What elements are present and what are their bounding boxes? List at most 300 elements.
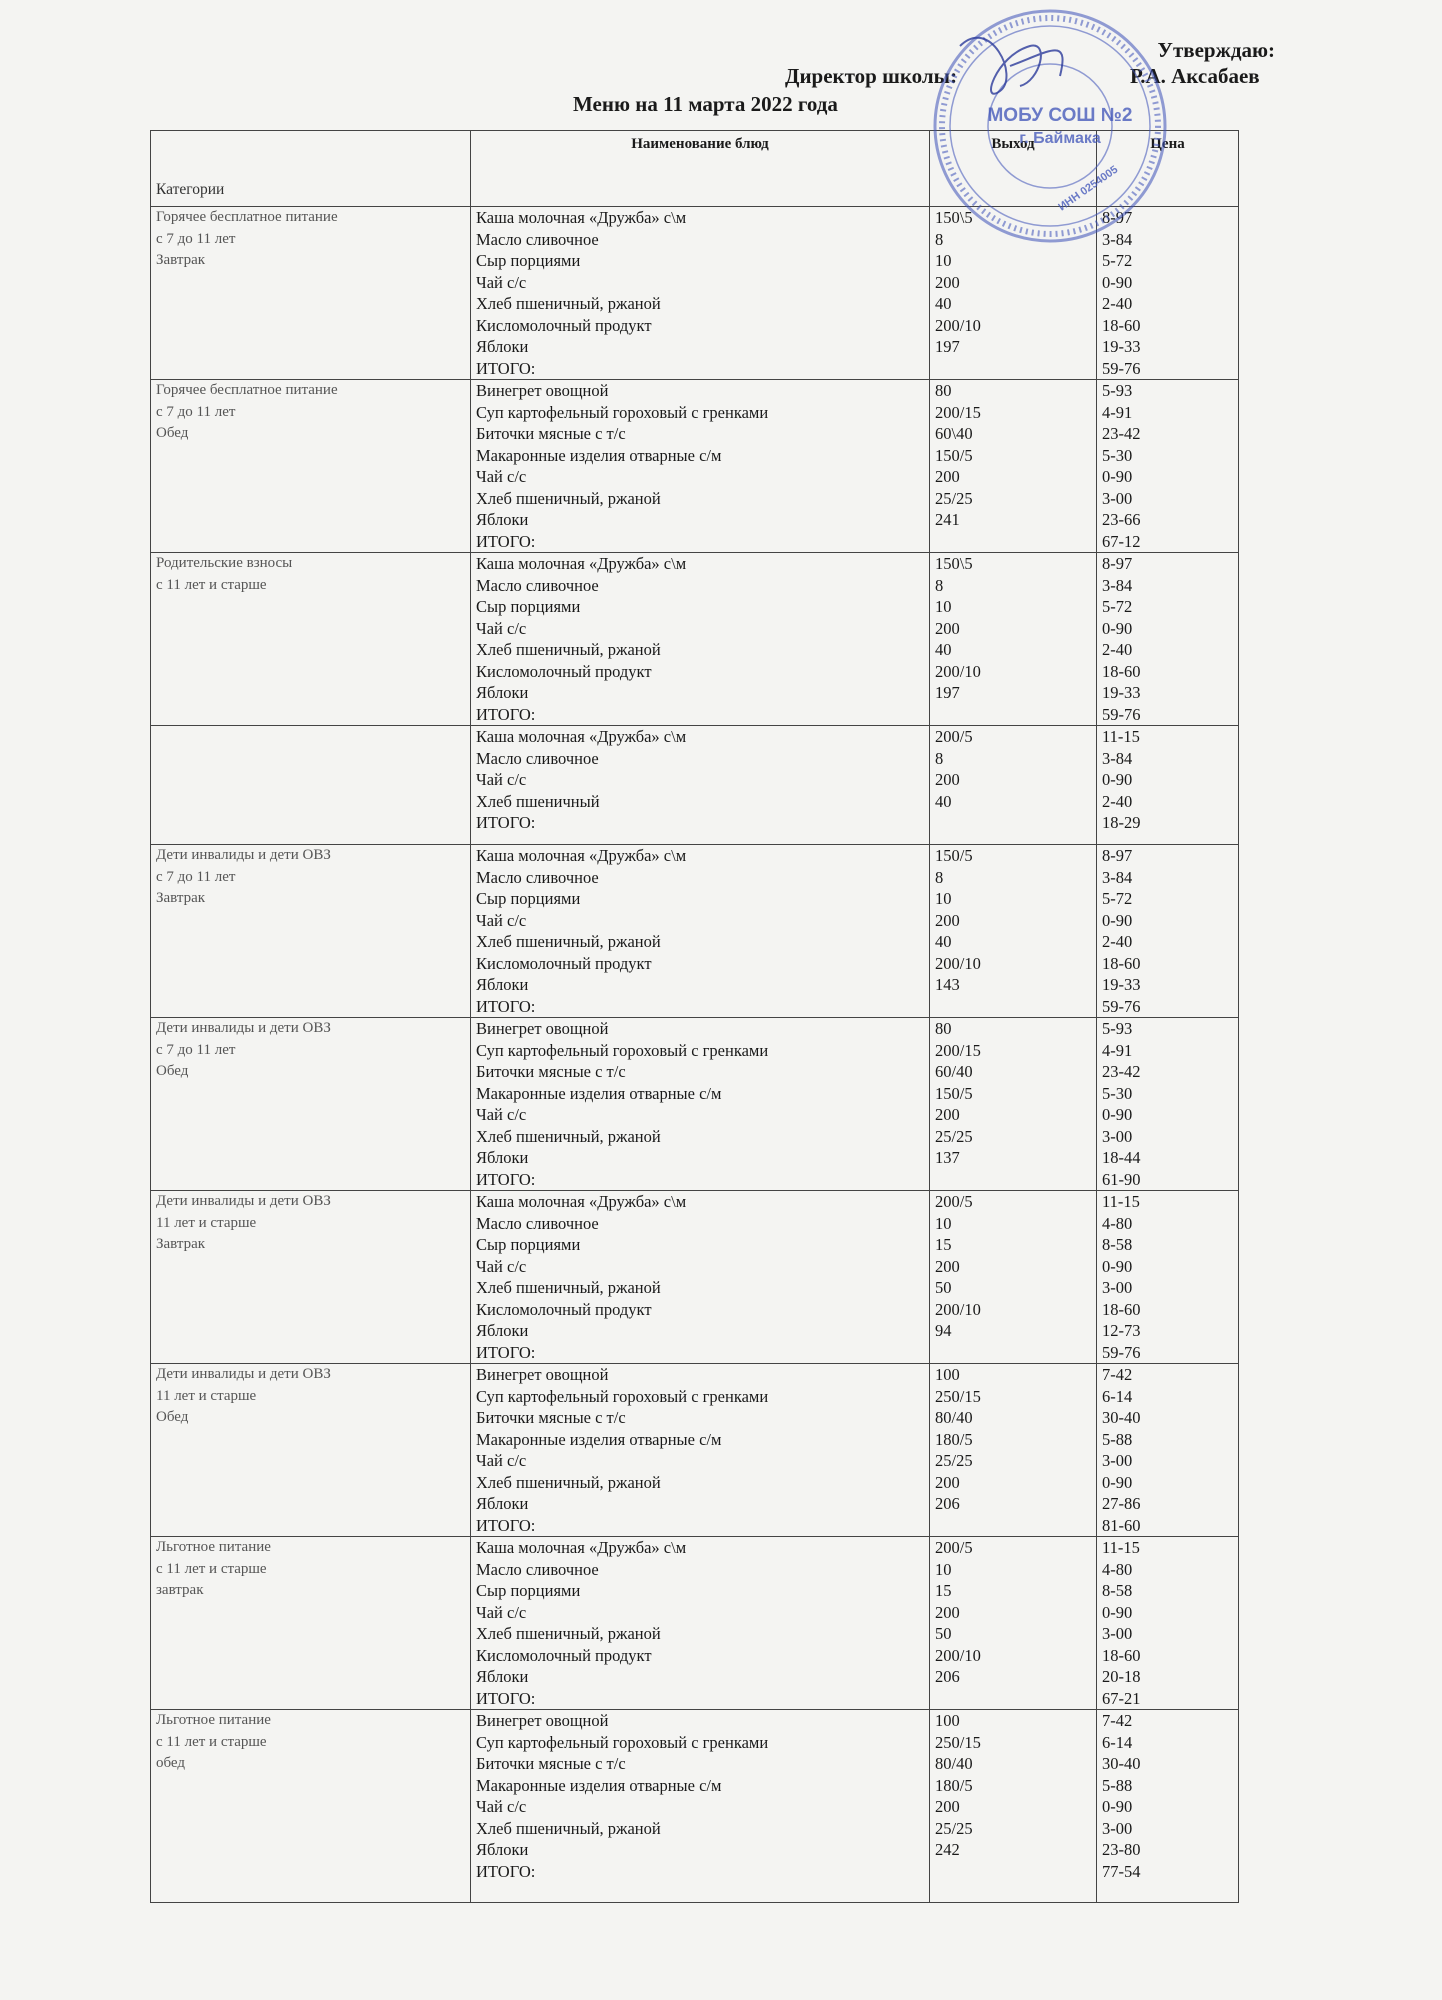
dish-line: Кисломолочный продукт <box>476 1645 652 1665</box>
price-line: 5-88 <box>1102 1775 1133 1795</box>
dish-line: Винегрет овощной <box>476 1019 609 1038</box>
table-row <box>151 726 1239 845</box>
price-line: 18-60 <box>1102 315 1141 335</box>
dish-line: Сыр порциями <box>476 597 581 616</box>
price-line: 61-90 <box>1102 1169 1141 1189</box>
category-cell <box>151 1710 471 1903</box>
yield-line: 200 <box>935 467 960 486</box>
price-line: 18-60 <box>1102 1645 1141 1665</box>
dish-line: ИТОГО: <box>476 1515 536 1535</box>
table-row <box>151 1364 1239 1537</box>
dish-line: Чай с/с <box>476 1105 527 1124</box>
dish-cell <box>471 726 930 845</box>
price-line: 23-42 <box>1102 1062 1141 1081</box>
price-line: 3-00 <box>1102 1818 1133 1838</box>
category-line: с 7 до 11 лет <box>156 868 236 885</box>
category-line: завтрак <box>156 1582 204 1598</box>
price-cell <box>1097 726 1239 845</box>
yield-line: 197 <box>935 337 960 356</box>
yield-line: 15 <box>935 1581 952 1600</box>
director-label: Директор школы: <box>785 64 958 88</box>
category-cell <box>151 380 471 553</box>
yield-line: 8 <box>935 575 944 595</box>
price-line: 67-21 <box>1102 1688 1141 1708</box>
yield-line: 180/5 <box>935 1429 973 1449</box>
dish-line: Биточки мясные с т/с <box>476 1408 626 1427</box>
dish-line: ИТОГО: <box>476 1688 536 1708</box>
price-line: 18-60 <box>1102 661 1141 681</box>
price-line: 4-80 <box>1102 1213 1133 1233</box>
price-line: 3-84 <box>1102 867 1133 887</box>
price-line: 8-97 <box>1102 846 1133 865</box>
dish-line: Яблоки <box>476 1148 529 1167</box>
dish-line: Каша молочная «Дружба» с\м <box>476 554 687 573</box>
yield-cell <box>930 726 1097 845</box>
yield-line: 200/10 <box>935 953 981 973</box>
yield-line <box>935 531 1091 553</box>
yield-line <box>935 1688 1091 1710</box>
yield-line: 200/10 <box>935 315 981 335</box>
yield-cell <box>930 845 1097 1018</box>
category-line: Дети инвалиды и дети ОВЗ <box>156 1020 331 1036</box>
page-title: Меню на 11 марта 2022 года <box>573 92 838 116</box>
category-line: Родительские взносы <box>156 555 293 571</box>
dish-line: Биточки мясные с т/с <box>476 424 626 443</box>
dish-cell <box>471 207 930 380</box>
dish-line: Макаронные изделия отварные с/м <box>476 1429 722 1449</box>
yield-line: 197 <box>935 683 960 702</box>
school-stamp <box>900 6 1200 256</box>
dish-line: Макаронные изделия отварные с/м <box>476 445 722 465</box>
category-cell <box>151 726 471 845</box>
dish-line: Суп картофельный гороховый с гренками <box>476 1386 769 1406</box>
dish-line: Яблоки <box>476 683 529 702</box>
category-cell <box>151 1018 471 1191</box>
price-line: 8-97 <box>1102 554 1133 573</box>
price-line: 4-91 <box>1102 1040 1133 1060</box>
yield-line: 10 <box>935 1559 952 1579</box>
category-line: Завтрак <box>156 252 206 268</box>
yield-line: 80 <box>935 1019 952 1038</box>
yield-line: 206 <box>935 1494 960 1513</box>
table-row <box>151 1191 1239 1364</box>
yield-line: 250/15 <box>935 1386 981 1406</box>
yield-line <box>935 1169 1091 1191</box>
dish-line: Масло сливочное <box>476 229 599 249</box>
dish-line: Яблоки <box>476 1321 529 1340</box>
price-line: 3-00 <box>1102 1278 1133 1297</box>
price-line: 0-90 <box>1102 910 1133 930</box>
dish-line: ИТОГО: <box>476 996 536 1016</box>
header-category: Категории <box>151 131 471 207</box>
price-line: 6-14 <box>1102 1386 1133 1406</box>
yield-cell <box>930 1018 1097 1191</box>
category-line: Обед <box>156 425 189 441</box>
table-row <box>151 845 1239 1018</box>
yield-line: 200/10 <box>935 1299 981 1319</box>
header-price: Цена <box>1097 131 1239 207</box>
price-cell <box>1097 380 1239 553</box>
price-line: 3-00 <box>1102 1624 1133 1643</box>
dish-line: Яблоки <box>476 975 529 994</box>
price-line: 4-80 <box>1102 1559 1133 1579</box>
category-line: Обед <box>156 1409 189 1425</box>
yield-line: 200 <box>935 272 960 292</box>
price-line: 81-60 <box>1102 1515 1141 1535</box>
dish-line: Каша молочная «Дружба» с\м <box>476 1192 687 1211</box>
price-line: 0-90 <box>1102 1797 1133 1816</box>
yield-line: 8 <box>935 748 944 768</box>
table-row <box>151 553 1239 726</box>
category-line: 11 лет и старше <box>156 1387 257 1404</box>
price-cell <box>1097 1537 1239 1710</box>
yield-line: 200/5 <box>935 727 973 746</box>
price-line: 27-86 <box>1102 1494 1141 1513</box>
category-line: с 7 до 11 лет <box>156 1041 236 1058</box>
price-line: 2-40 <box>1102 791 1133 811</box>
dish-line: ИТОГО: <box>476 531 536 551</box>
price-line: 2-40 <box>1102 640 1133 659</box>
yield-line: 40 <box>935 640 952 659</box>
dish-line: Хлеб пшеничный, ржаной <box>476 294 661 313</box>
price-line: 59-76 <box>1102 996 1141 1016</box>
dish-line: Чай с/с <box>476 1797 527 1816</box>
yield-line: 8 <box>935 867 944 887</box>
yield-line: 241 <box>935 510 960 529</box>
category-line: Дети инвалиды и дети ОВЗ <box>156 1366 331 1382</box>
dish-line: Масло сливочное <box>476 1213 599 1233</box>
category-line: с 11 лет и старше <box>156 576 267 593</box>
category-cell <box>151 553 471 726</box>
price-line: 11-15 <box>1102 1192 1140 1211</box>
price-line: 18-60 <box>1102 1299 1141 1319</box>
category-line: Завтрак <box>156 1236 206 1252</box>
yield-line: 40 <box>935 791 952 811</box>
price-line: 23-42 <box>1102 424 1141 443</box>
yield-line: 180/5 <box>935 1775 973 1795</box>
price-line: 6-14 <box>1102 1732 1133 1752</box>
price-line: 3-84 <box>1102 229 1133 249</box>
price-line: 19-33 <box>1102 975 1141 994</box>
price-line: 8-58 <box>1102 1581 1133 1600</box>
table-row <box>151 1018 1239 1191</box>
yield-cell <box>930 380 1097 553</box>
dish-line: Чай с/с <box>476 1256 527 1276</box>
yield-cell <box>930 1537 1097 1710</box>
category-cell <box>151 207 471 380</box>
dish-line: ИТОГО: <box>476 358 536 378</box>
dish-line: Яблоки <box>476 337 529 356</box>
dish-line: Биточки мясные с т/с <box>476 1754 626 1773</box>
yield-line: 200/15 <box>935 1040 981 1060</box>
yield-line: 200 <box>935 770 960 789</box>
dish-line: Масло сливочное <box>476 748 599 768</box>
price-line: 19-33 <box>1102 683 1141 702</box>
price-line: 3-84 <box>1102 748 1133 768</box>
price-line: 30-40 <box>1102 1754 1141 1773</box>
yield-cell <box>930 1364 1097 1537</box>
dish-line: Масло сливочное <box>476 1559 599 1579</box>
dish-cell <box>471 553 930 726</box>
dish-line: ИТОГО: <box>476 1342 536 1362</box>
price-cell <box>1097 1364 1239 1537</box>
yield-line <box>935 358 1091 380</box>
price-line: 18-44 <box>1102 1148 1141 1167</box>
price-line: 8-97 <box>1102 208 1133 227</box>
dish-line: Макаронные изделия отварные с/м <box>476 1775 722 1795</box>
menu-table <box>150 130 1239 1903</box>
yield-cell <box>930 1191 1097 1364</box>
approval-label: Утверждаю: <box>1157 38 1275 62</box>
yield-line: 10 <box>935 597 952 616</box>
dish-line: Чай с/с <box>476 910 527 930</box>
dish-line: ИТОГО: <box>476 813 536 832</box>
dish-line: Хлеб пшеничный, ржаной <box>476 932 661 951</box>
price-line: 59-76 <box>1102 358 1141 378</box>
dish-line: Яблоки <box>476 1494 529 1513</box>
dish-line: Каша молочная «Дружба» с\м <box>476 1538 687 1557</box>
yield-line: 200 <box>935 910 960 930</box>
yield-line: 40 <box>935 932 952 951</box>
stamp-line1: МОБУ СОШ №2 <box>987 105 1133 126</box>
price-line: 2-40 <box>1102 932 1133 951</box>
price-line: 59-76 <box>1102 1342 1141 1362</box>
dish-line: Каша молочная «Дружба» с\м <box>476 846 687 865</box>
yield-line: 200 <box>935 1256 960 1276</box>
dish-line: Кисломолочный продукт <box>476 1299 652 1319</box>
dish-cell <box>471 1710 930 1903</box>
yield-line: 60/40 <box>935 1062 973 1081</box>
yield-line <box>935 1515 1091 1537</box>
yield-line: 206 <box>935 1667 960 1686</box>
price-line: 3-00 <box>1102 1126 1133 1146</box>
dish-line: Хлеб пшеничный, ржаной <box>476 1818 661 1838</box>
yield-line: 150/5 <box>935 445 973 465</box>
price-line: 18-60 <box>1102 953 1141 973</box>
yield-line: 150\5 <box>935 208 973 227</box>
yield-cell <box>930 553 1097 726</box>
price-cell <box>1097 1710 1239 1903</box>
dish-line: Кисломолочный продукт <box>476 661 652 681</box>
dish-line: Хлеб пшеничный <box>476 791 600 811</box>
yield-line: 25/25 <box>935 1818 973 1838</box>
price-line: 3-00 <box>1102 488 1133 508</box>
yield-line: 10 <box>935 1213 952 1233</box>
yield-line: 100 <box>935 1365 960 1384</box>
price-line: 11-15 <box>1102 1538 1140 1557</box>
yield-line <box>935 996 1091 1018</box>
price-line: 12-73 <box>1102 1321 1141 1340</box>
price-line: 23-80 <box>1102 1840 1141 1859</box>
yield-line: 200/15 <box>935 402 981 422</box>
dish-line: Суп картофельный гороховый с гренками <box>476 1732 769 1752</box>
yield-line: 143 <box>935 975 960 994</box>
dish-line: Суп картофельный гороховый с гренками <box>476 402 769 422</box>
category-cell <box>151 845 471 1018</box>
dish-line: Яблоки <box>476 510 529 529</box>
yield-line: 200/5 <box>935 1192 973 1211</box>
dish-line: Чай с/с <box>476 770 527 789</box>
yield-line: 60\40 <box>935 424 973 443</box>
price-line: 0-90 <box>1102 770 1133 789</box>
category-line: с 11 лет и старше <box>156 1733 267 1750</box>
yield-line: 50 <box>935 1624 952 1643</box>
category-line: Дети инвалиды и дети ОВЗ <box>156 847 331 863</box>
yield-line: 150/5 <box>935 846 973 865</box>
category-line: Горячее бесплатное питание <box>156 209 338 225</box>
dish-line: Хлеб пшеничный, ржаной <box>476 640 661 659</box>
yield-line: 200/10 <box>935 1645 981 1665</box>
category-line: Горячее бесплатное питание <box>156 382 338 398</box>
dish-line: Масло сливочное <box>476 867 599 887</box>
price-line: 67-12 <box>1102 531 1141 551</box>
dish-line: Масло сливочное <box>476 575 599 595</box>
stamp-line2: г. Баймака <box>1019 130 1101 147</box>
dish-line: Каша молочная «Дружба» с\м <box>476 208 687 227</box>
yield-line: 150\5 <box>935 554 973 573</box>
header-dish: Наименование блюд <box>471 131 930 207</box>
yield-line: 94 <box>935 1321 952 1340</box>
price-line: 5-72 <box>1102 251 1133 270</box>
price-line: 19-33 <box>1102 337 1141 356</box>
category-line: Дети инвалиды и дети ОВЗ <box>156 1193 331 1209</box>
yield-line <box>935 812 1091 834</box>
yield-line: 137 <box>935 1148 960 1167</box>
category-line: с 11 лет и старше <box>156 1560 267 1577</box>
category-line: с 7 до 11 лет <box>156 403 236 420</box>
header-yield: Выход <box>930 131 1097 207</box>
price-line: 5-93 <box>1102 381 1133 400</box>
dish-line: Чай с/с <box>476 618 527 638</box>
category-line: 11 лет и старше <box>156 1214 257 1231</box>
menu-table-body <box>151 207 1239 1903</box>
yield-line: 200 <box>935 618 960 638</box>
category-line: Обед <box>156 1063 189 1079</box>
table-row <box>151 1537 1239 1710</box>
price-line: 7-42 <box>1102 1365 1133 1384</box>
yield-line: 10 <box>935 889 952 908</box>
yield-line: 200/10 <box>935 661 981 681</box>
price-line: 59-76 <box>1102 704 1141 724</box>
yield-line: 8 <box>935 229 944 249</box>
price-line: 5-72 <box>1102 597 1133 616</box>
dish-line: Чай с/с <box>476 467 527 486</box>
price-line: 30-40 <box>1102 1408 1141 1427</box>
price-line: 5-93 <box>1102 1019 1133 1038</box>
director-name: Р.А. Аксабаев <box>1130 64 1260 88</box>
price-line: 5-30 <box>1102 445 1133 465</box>
yield-line: 80 <box>935 381 952 400</box>
dish-line: Суп картофельный гороховый с гренками <box>476 1040 769 1060</box>
dish-line: Макаронные изделия отварные с/м <box>476 1083 722 1103</box>
price-line: 3-84 <box>1102 575 1133 595</box>
dish-line: Чай с/с <box>476 1602 527 1622</box>
price-line: 5-88 <box>1102 1429 1133 1449</box>
dish-line: ИТОГО: <box>476 704 536 724</box>
yield-line: 150/5 <box>935 1083 973 1103</box>
dish-line: ИТОГО: <box>476 1169 536 1189</box>
dish-cell <box>471 1537 930 1710</box>
dish-line: Хлеб пшеничный, ржаной <box>476 1126 661 1146</box>
yield-line: 10 <box>935 251 952 270</box>
yield-line: 200 <box>935 1105 960 1124</box>
yield-line: 100 <box>935 1711 960 1730</box>
price-line: 7-42 <box>1102 1711 1133 1730</box>
price-line: 4-91 <box>1102 402 1133 422</box>
price-line: 77-54 <box>1102 1861 1141 1881</box>
dish-cell <box>471 1191 930 1364</box>
price-line: 5-30 <box>1102 1083 1133 1103</box>
dish-line: Кисломолочный продукт <box>476 315 652 335</box>
dish-line: Яблоки <box>476 1840 529 1859</box>
category-line: обед <box>156 1755 186 1771</box>
price-line: 23-66 <box>1102 510 1141 529</box>
dish-line: Биточки мясные с т/с <box>476 1062 626 1081</box>
dish-cell <box>471 845 930 1018</box>
dish-line: Хлеб пшеничный, ржаной <box>476 1624 661 1643</box>
price-line: 0-90 <box>1102 1602 1133 1622</box>
table-row <box>151 1710 1239 1903</box>
yield-cell <box>930 1710 1097 1903</box>
category-cell <box>151 1364 471 1537</box>
price-line: 0-90 <box>1102 1472 1133 1492</box>
dish-line: Хлеб пшеничный, ржаной <box>476 1278 661 1297</box>
table-row <box>151 380 1239 553</box>
category-line: Льготное питание <box>156 1712 271 1728</box>
yield-line: 80/40 <box>935 1754 973 1773</box>
price-line: 0-90 <box>1102 1256 1133 1276</box>
yield-line: 25/25 <box>935 488 973 508</box>
price-line: 11-15 <box>1102 727 1140 746</box>
dish-cell <box>471 1364 930 1537</box>
dish-line: Винегрет овощной <box>476 1365 609 1384</box>
yield-line: 242 <box>935 1840 960 1859</box>
yield-line: 15 <box>935 1235 952 1254</box>
yield-line <box>935 1861 1091 1883</box>
dish-line: Винегрет овощной <box>476 381 609 400</box>
category-line: с 7 до 11 лет <box>156 230 236 247</box>
price-line: 8-58 <box>1102 1235 1133 1254</box>
price-line: 0-90 <box>1102 272 1133 292</box>
price-line: 2-40 <box>1102 294 1133 313</box>
dish-line: Хлеб пшеничный, ржаной <box>476 488 661 508</box>
yield-line: 200 <box>935 1797 960 1816</box>
yield-line: 200 <box>935 1602 960 1622</box>
yield-line <box>935 1342 1091 1364</box>
dish-line: Винегрет овощной <box>476 1711 609 1730</box>
dish-line: Сыр порциями <box>476 1235 581 1254</box>
dish-line: Чай с/с <box>476 1451 527 1470</box>
category-line: Льготное питание <box>156 1539 271 1555</box>
price-cell <box>1097 1191 1239 1364</box>
category-cell <box>151 1537 471 1710</box>
yield-line: 40 <box>935 294 952 313</box>
price-line: 0-90 <box>1102 1105 1133 1124</box>
price-cell <box>1097 1018 1239 1191</box>
dish-line: Чай с/с <box>476 272 527 292</box>
dish-cell <box>471 1018 930 1191</box>
price-line: 18-29 <box>1102 813 1141 832</box>
stamp-ring-text: ИНН 0254005 <box>1056 163 1121 214</box>
price-line: 3-00 <box>1102 1451 1133 1470</box>
price-line: 20-18 <box>1102 1667 1141 1686</box>
yield-line: 25/25 <box>935 1451 973 1470</box>
price-line: 0-90 <box>1102 618 1133 638</box>
price-cell <box>1097 553 1239 726</box>
dish-line: Сыр порциями <box>476 1581 581 1600</box>
yield-line <box>935 704 1091 726</box>
yield-line: 80/40 <box>935 1408 973 1427</box>
